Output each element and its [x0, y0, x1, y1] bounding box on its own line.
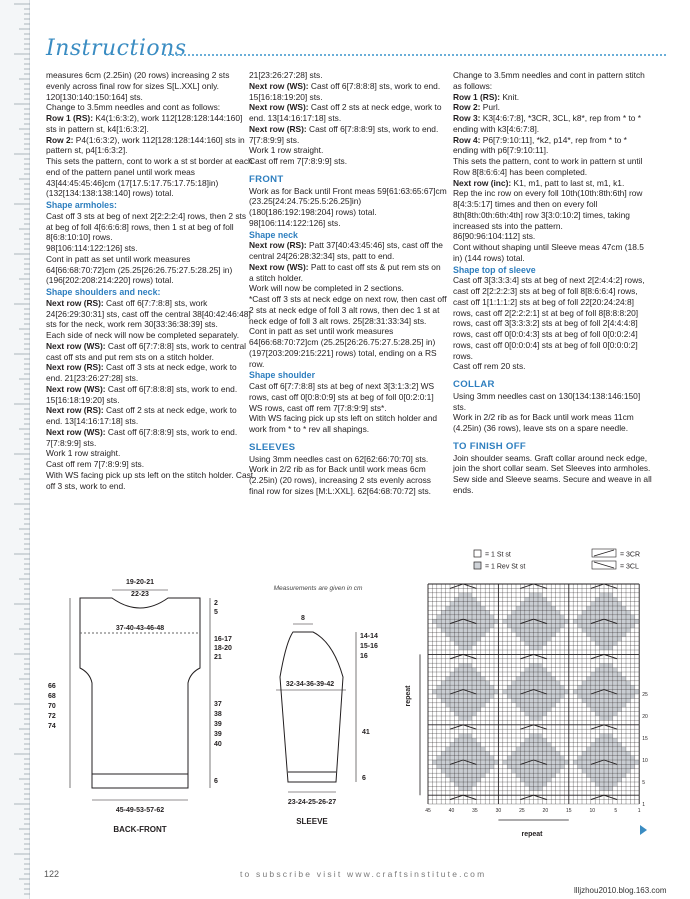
subheading-shape-top-sleeve: Shape top of sleeve [453, 264, 536, 275]
instruction-row [46, 298, 254, 330]
chart-x-tick: 35 [472, 808, 478, 814]
row-label: Row 4: [453, 134, 481, 145]
instructions-column-3 [453, 70, 653, 496]
back-front-schematic [40, 578, 250, 840]
dim-sleeve-right-a: 14-14 [360, 633, 378, 640]
legend-rev-st-st: = 1 Rev St st [485, 563, 526, 571]
instruction-row [453, 92, 653, 103]
knitting-chart-grid [400, 576, 650, 846]
dim-left-d: 72 [48, 713, 56, 720]
page-title: Instructions [46, 36, 187, 61]
dim-sleeve-right-c: 16 [360, 653, 368, 660]
dim-right-b: 5 [214, 609, 218, 616]
dim-sleeve-right-b: 15-16 [360, 643, 378, 650]
row-label: Next row (RS): [46, 297, 104, 308]
paragraph: Cast off 6[7:7:8:8] sts at beg of next 3[3:1:3:2] WS rows, cast off 0[0:8:0:9] sts at beg of foll 0[0:2:0:1] WS rows, cast off rem 7[7:8:9:9] sts*. [249, 381, 435, 413]
dim-left-c: 70 [48, 703, 56, 710]
legend-3cr: = 3CR [620, 551, 641, 559]
row-label: Next row (WS): [249, 261, 309, 272]
paragraph: With WS facing pick up sts left on the stitch holder. Cast off 3 sts, work to end. [46, 469, 254, 491]
instruction-row [46, 135, 254, 157]
paragraph: Cast off rem 20 sts. [453, 361, 526, 372]
legend-3cl: = 3CL [620, 563, 639, 571]
row-text: P6[7:9:10:11], *k2, p14*, rep from * to * ending with p6[7:9:10:11]. [453, 134, 627, 156]
repeat-label-horizontal: repeat [521, 831, 543, 838]
dim-left-e: 74 [48, 723, 56, 730]
chart-y-tick: 5 [642, 780, 645, 786]
instruction-row [46, 384, 254, 406]
dim-left-a: 66 [48, 683, 56, 690]
paragraph: Cast off rem 7[7:8:9:9] sts. [46, 459, 145, 469]
instruction-row [453, 102, 653, 113]
paragraph: *Cast off 3 sts at neck edge on next row, then cast off 2 sts at neck edge of foll 3 alt rows, then dec 1 st at neck edge of foll 3 alt rows. 25[28:31:33:34] sts. [249, 294, 447, 326]
chart-y-tick: 1 [642, 802, 645, 808]
paragraph: Change to 3.5mm needles and cont as follows: [46, 102, 221, 113]
paragraph: Work as for Back until Front meas 59[61:63:65:67]cm (23.25[24:24.75:25.5:26.25]in) (180[186:192:198:204] rows) total. [249, 185, 447, 217]
instruction-row [46, 405, 254, 427]
paragraph: Cast off 3[3:3:3:4] sts at beg of next 2[2:4:4:2] rows, cast off 2[2:2:2:3] sts at beg of foll 8[8:6:6:4] rows, cast off 1[1:1:1:2] sts at beg of foll 22[20:24:24:8] rows, cast off 2[2:2:2:1] st at beg of foll 8[8:8:8:20] rows, cast off 3[3:3:3:2] sts at beg of foll 2[4:4:4:8] rows, cast off 0[0:0:4:3] sts at beg of foll 0[0:0:2:4] rows, cast off 0[0:0:0:4] sts at beg of foll 0[0:0:0:2] rows. [453, 275, 645, 361]
rev-st-st-swatch [474, 562, 481, 569]
stitch-legend [470, 546, 660, 576]
label-back-front: BACK-FRONT [113, 825, 167, 834]
paragraph: Work 1 row straight. [249, 145, 324, 156]
row-text: Knit. [500, 91, 520, 102]
chart-x-tick: 15 [566, 808, 572, 814]
dim-bottom: 45-49-53-57-62 [115, 807, 165, 814]
dim-right-k: 6 [214, 778, 218, 785]
dim-right-c: 16-17 [214, 636, 232, 643]
paragraph: Work in 2/2 rib as for Back until work meas 6cm (2.25in) (20 rows), increasing 2 sts evenly across final row for sizes [M:L:XXL]. 62[64:68:70:72] sts. [249, 464, 432, 496]
chart-y-tick: 10 [642, 758, 648, 764]
page-number: 122 [44, 869, 60, 879]
st-st-swatch [474, 550, 481, 557]
row-text: Patt to cast off sts & put rem sts on a stitch holder. [249, 261, 441, 283]
paragraph: Work will now be completed in 2 sections. [249, 283, 404, 294]
instruction-row [249, 102, 447, 124]
paragraph: Join shoulder seams. Graft collar around neck edge, join the short collar seam. Set Sleeves into armholes. Sew side and Sleeve seams. Secure and weave in all ends. [453, 452, 652, 495]
row-label: Row 2: [453, 102, 481, 113]
paragraph: 86[90:96:104:112] sts. [453, 231, 536, 242]
instruction-row [249, 81, 447, 103]
paragraph: Work 1 row straight. [46, 448, 121, 459]
paragraph: 21[23:26:27:28] sts. [249, 70, 323, 80]
subscribe-url: to subscribe visit www.craftsinstitute.com [240, 869, 487, 879]
measurements-note: Measurements are given in cm [273, 585, 363, 592]
row-text: Cast off 6[7:8:8:8] sts, work to end. 15[16:18:19:20] sts. [249, 80, 441, 102]
paragraph: Change to 3.5mm needles and cont in pattern stitch as follows: [453, 70, 645, 91]
paragraph: 98[106:114:122:126] sts. [249, 217, 341, 228]
instruction-row [453, 178, 653, 189]
subheading-shoulders-neck: Shape shoulders and neck: [46, 287, 161, 297]
instructions-column-1 [46, 70, 254, 491]
instruction-row [46, 427, 254, 449]
legend-st-st: = 1 St st [485, 551, 511, 559]
chart-y-tick: 15 [642, 736, 648, 742]
row-text: Cast off 2 sts at neck edge, work to end. 13[14:16:17:18] sts. [249, 102, 442, 123]
dim-sleeve-right-e: 6 [362, 775, 366, 782]
paragraph: Cast off 3 sts at beg of next 2[2:2:2:4] rows, then 2 sts at beg of foll 4[6:6:6:8] rows, then 1 st at beg of foll 8[6:8:10:10] rows. [46, 210, 247, 243]
next-page-arrow-icon[interactable] [640, 825, 647, 835]
row-text: Cast off 2 sts at neck edge, work to end. 13[14:16:17:18] sts. [46, 405, 237, 426]
row-label: Row 2: [46, 134, 74, 145]
row-label: Row 1 (RS): [453, 91, 500, 102]
instruction-row [46, 362, 254, 384]
row-label: Next row (WS): [249, 80, 309, 91]
dim-right-g: 38 [214, 711, 222, 718]
row-text: Purl. [480, 102, 501, 113]
knitting-chart [400, 576, 650, 846]
row-text: Cast off 6[7:8:8:9] sts, work to end. 7[7:8:9:9] sts. [46, 426, 238, 448]
sleeve-outline [280, 632, 343, 782]
dim-right-e: 21 [214, 654, 222, 661]
subheading-shape-neck: Shape neck [249, 229, 298, 240]
instruction-row [46, 113, 254, 135]
row-label: Next row (inc): [453, 177, 512, 188]
paragraph: Cont without shaping until Sleeve meas 47cm (18.5 in) (144 rows) total. [453, 242, 644, 263]
paragraph: This sets the pattern, cont to work a st st border at each end of the pattern panel until work meas 43[44:45:45:46]cm (17[17.5:17.75:17.75:18]in) (132[134:138:138:140] rows) total. [46, 156, 253, 199]
subheading-armholes: Shape armholes: [46, 200, 117, 210]
paragraph: Rep the inc row on every foll 10th(10th:8th:6th] row 8[4:3:5:17] times and then on every foll 8th[8th:0th:6th:4th] row 3[3:0:10:2] times, taking increased sts into the pattern. [453, 188, 643, 231]
paragraph: measures 6cm (2.25in) (20 rows) increasing 2 sts evenly across final row for sizes S[L.XXL] only. [46, 70, 230, 91]
dim-sleeve-width: 32-34-36-39-42 [285, 681, 335, 688]
paragraph: Work in 2/2 rib as for Back until work meas 11cm (4.25in) (36 rows), leave sts on a spare needle. [453, 412, 634, 433]
ruler-ticks [0, 0, 30, 899]
header-dotted-rule [164, 54, 666, 56]
instruction-row [453, 113, 653, 135]
section-header [46, 36, 666, 66]
paragraph: Using 3mm needles cast on 62[62:66:70:70] sts. [249, 453, 429, 464]
dim-sleeve-right-d: 41 [362, 729, 370, 736]
instruction-row [249, 124, 447, 146]
row-label: Next row (RS): [46, 362, 104, 373]
dim-right-a: 2 [214, 600, 218, 607]
instructions-column-2 [249, 70, 447, 497]
chart-x-tick: 30 [495, 808, 502, 814]
repeat-label-vertical: repeat [405, 685, 412, 707]
row-text: Patt 37[40:43:45:46] sts, cast off the central 24[26:28:32:34] sts, patt to end. [249, 240, 443, 261]
row-text: Cast off 3 sts at neck edge, work to end. 21[23:26:27:28] sts. [46, 362, 237, 383]
dim-right-h: 39 [214, 721, 222, 728]
paragraph: With WS facing pick up sts left on stitch holder and work from * to * rev all shapings. [249, 413, 438, 434]
chart-x-tick: 40 [448, 808, 455, 814]
section-heading-collar: COLLAR [453, 379, 495, 390]
chart-x-tick: 25 [519, 808, 525, 814]
section-heading-finish: TO FINISH OFF [453, 440, 527, 452]
dim-sleeve-top: 8 [301, 615, 305, 622]
row-text: K3[4:6:7:8], *3CR, 3CL, k8*, rep from * to * ending with k3[4:6:7:8]. [453, 113, 642, 134]
row-label: Row 1 (RS): [46, 113, 93, 123]
chart-x-tick: 1 [637, 808, 641, 814]
row-text: Cast off 6[7:7:8:8] sts, work to central cast off sts and put rem sts on a stitch holder. [46, 340, 246, 362]
chart-x-tick: 45 [425, 808, 431, 814]
row-text: K4(1:6:3:2), work 112[128:128:144:160] sts in pattern st, k4[1:6:3:2]. [46, 113, 243, 134]
dim-right-i: 39 [214, 731, 222, 738]
row-label: Row 3: [453, 113, 481, 123]
instruction-row [453, 135, 653, 157]
paragraph: Cast off rem 7[7:8:9:9] sts. [249, 156, 348, 166]
instruction-row [249, 240, 447, 262]
sleeve-schematic [258, 582, 398, 840]
dim-left-b: 68 [48, 693, 56, 700]
dim-sleeve-bottom: 23-24-25-26-27 [287, 799, 337, 806]
row-text: P4(1:6:3:2), work 112[128:128:144:160] sts in pattern st, p4[1:6:3:2]. [46, 134, 245, 156]
instruction-row [46, 341, 254, 363]
paragraph: Cont in patt as set until work measures 64[66:68:70:72]cm (25.25[26:26.75:27.5:28.25] in) (197[203:209:215:221] rows) total, ending on a RS row. [249, 326, 437, 369]
chart-y-tick: 20 [642, 714, 648, 720]
paragraph: Using 3mm needles cast on 130[134:138:146:150] sts. [453, 390, 641, 412]
subheading-shape-shoulder: Shape shoulder [249, 370, 315, 381]
dim-chest: 37-40-43-46-48 [115, 625, 165, 632]
chart-y-tick: 25 [642, 692, 648, 698]
dim-right-d: 18-20 [214, 645, 232, 652]
chart-x-tick: 10 [589, 808, 596, 814]
paragraph: 120[130:140:150:164] sts. [46, 91, 143, 102]
row-label: Next row (WS): [46, 426, 106, 437]
row-label: Next row (WS): [46, 340, 106, 351]
chart-x-tick: 20 [542, 808, 549, 814]
section-heading-sleeves: SLEEVES [249, 441, 296, 453]
row-text: Cast off 6[7:8:8:8] sts, work to end. 15[16:18:19:20] sts. [46, 383, 238, 405]
watermark: llljzhou2010.blog.163.com [574, 886, 667, 895]
row-text: Cast off 6[7:8:8:9] sts, work to end. 7[7:8:9:9] sts. [249, 123, 439, 145]
row-label: Next row (RS): [249, 123, 307, 134]
instruction-row [249, 262, 447, 284]
section-heading-front: FRONT [249, 173, 284, 185]
paragraph: This sets the pattern, cont to work in pattern st until Row 8[8:6:6:4] has been completed. [453, 156, 643, 177]
dim-right-f: 37 [214, 701, 222, 708]
row-label: Next row (WS): [249, 102, 309, 113]
row-label: Next row (RS): [46, 405, 104, 416]
row-label: Next row (WS): [46, 383, 106, 394]
paragraph: Each side of neck will now be completed separately. [46, 330, 240, 340]
row-label: Next row (RS): [249, 240, 307, 251]
paragraph: 98[106:114:122:126] sts. [46, 243, 138, 253]
row-text: K1, m1, patt to last st, m1, k1. [511, 177, 625, 188]
row-text: Cast off 6[7:7:8:8] sts, work 24[26:29:30:31] sts, cast off the central 38[40:42:46:48] sts for the neck, work rem 30[33:36:38:39] sts. [46, 297, 251, 330]
label-sleeve: SLEEVE [296, 817, 328, 826]
dim-top-width: 19-20-21 [125, 579, 155, 586]
dim-top-width-2: 22-23 [131, 591, 149, 598]
dim-right-j: 40 [214, 741, 222, 748]
ruler-strip [0, 0, 30, 899]
chart-x-tick: 5 [614, 808, 618, 814]
paragraph: Cont in patt as set until work measures 64[66:68:70:72]cm (25.25[26:26.75:27.5:28.25] in) (196[202:208:214:220] rows) total. [46, 253, 233, 286]
